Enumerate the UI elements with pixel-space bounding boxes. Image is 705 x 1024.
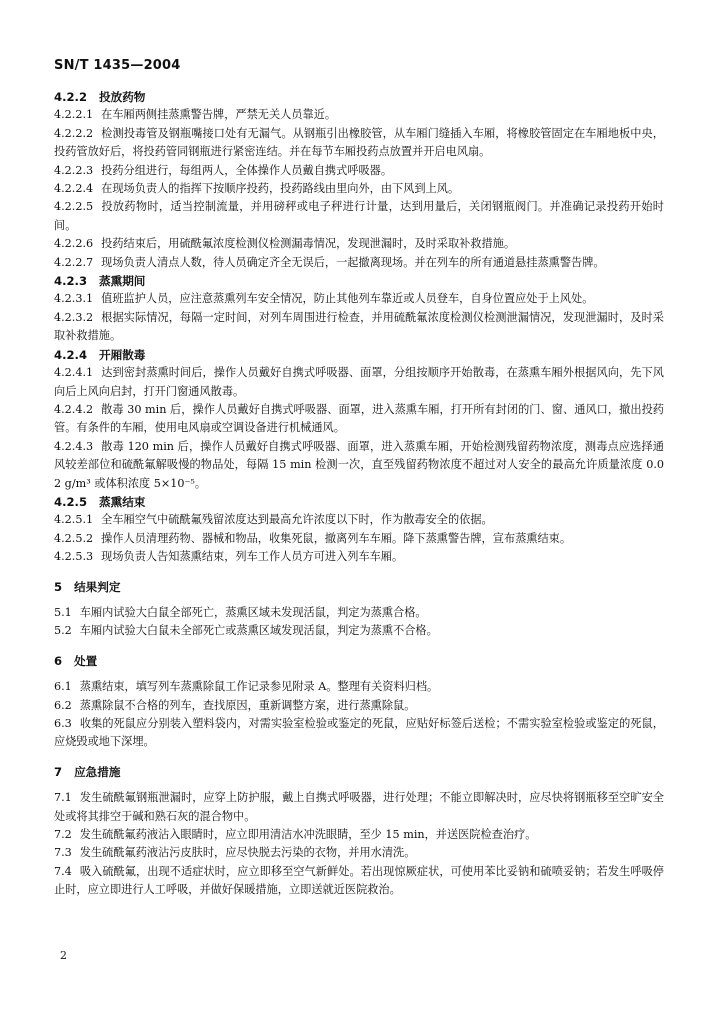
clause-number: 6.1 [54,680,72,694]
clause-number: 6.3 [54,717,72,730]
clause-text: 发生硫酰氟钢瓶泄漏时，应穿上防护服，戴上自携式呼吸器，进行处理；不能立即解决时，应尽快将钢瓶移至空旷安全处或将其排空于碱和熟石灰的混合物中。 [54,791,664,823]
clause-text: 散毒 30 min 后，操作人员戴好自携式呼吸器、面罩，进入蒸熏车厢，打开所有封闭的门、窗、通风口，撤出投药管。有条件的车厢，使用电风扇或空调设备进行机械通风。 [54,402,664,435]
clause-paragraph [54,604,664,622]
clause-text: 车厢内试验大白鼠全部死亡，蒸熏区域未发现活鼠，判定为蒸熏合格。 [79,605,427,619]
clause-text: 蒸熏结束 [99,494,146,509]
clause-text: 操作人员清理药物、器械和物品，收集死鼠，撤离列车车厢。降下蒸熏警告牌，宣布蒸熏结束。 [101,531,572,545]
clause-number: 4.2.2.5 [54,200,94,214]
clause-text: 收集的死鼠应分别装入塑料袋内，对需实验室检验或鉴定的死鼠，应贴好标签后送检；不需实验室检验或鉴定的死鼠，应烧毁或地下深埋。 [54,717,664,749]
clause-paragraph [54,364,664,401]
clause-number: 5 [54,579,63,594]
clause-number: 4.2.5.1 [54,513,94,527]
clause-text: 达到密封蒸熏时间后，操作人员戴好自携式呼吸器、面罩，分组按顺序开始散毒，在蒸熏车厢外根据风向，先下风向后上风向启封，打开门窗通风散毒。 [54,366,664,398]
clause-number: 4.2.5.2 [54,531,94,545]
clause-number: 7.1 [54,791,72,805]
clause-number: 4.2.2.3 [54,163,94,177]
clause-paragraph [54,235,664,253]
clause-paragraph [54,863,664,900]
clause-number: 6 [54,653,63,668]
clause-text: 全车厢空气中硫酰氟残留浓度达到最高允许浓度以下时，作为散毒安全的依据。 [101,513,493,527]
document-body [54,88,664,900]
clause-number: 7 [54,764,63,779]
subsection-heading [54,346,664,364]
clause-text: 在车厢两侧挂蒸熏警告牌，严禁无关人员靠近。 [101,108,337,122]
clause-number: 4.2.4 [54,347,88,362]
clause-number: 7.4 [54,864,72,878]
section-heading [54,578,664,596]
clause-paragraph [54,438,664,493]
clause-text: 检测投毒管及钢瓶嘴接口处有无漏气。从钢瓶引出橡胶管，从车厢门缝插入车厢，将橡胶管固定在车厢地板中央，投药管放好后，将投药管同钢瓶进行紧密连结。并在每节车厢投药点放置并开启电风扇。 [54,126,664,159]
clause-number: 5.2 [54,624,72,638]
clause-number: 5.1 [54,605,72,619]
clause-number: 4.2.4.3 [54,439,94,453]
clause-paragraph [54,622,664,640]
subsection-heading [54,272,664,290]
clause-text: 值班监护人员，应注意蒸熏列车安全情况，防止其他列车靠近或人员登车，自身位置应处于上风处。 [101,292,594,306]
clause-text: 在现场负责人的指挥下按顺序投药，投药路线由里向外，由下风到上风。 [101,182,460,196]
clause-number: 4.2.2 [54,90,88,104]
clause-number: 4.2.2.7 [54,255,94,269]
clause-paragraph [54,125,664,162]
clause-paragraph [54,678,664,696]
clause-text: 结果判定 [74,579,121,594]
standard-number-header: SN/T 1435—2004 [54,58,181,73]
page-number: 2 [60,949,67,962]
clause-paragraph [54,198,664,235]
clause-number: 4.2.2.6 [54,237,94,251]
clause-text: 开厢散毒 [99,347,146,362]
clause-paragraph [54,715,664,752]
clause-text: 车厢内试验大白鼠未全部死亡或蒸熏区域发现活鼠，判定为蒸熏不合格。 [79,624,438,638]
clause-text: 投药分组进行，每组两人，全体操作人员戴自携式呼吸器。 [101,163,393,177]
clause-paragraph [54,309,664,346]
clause-text: 投放药物 [99,90,146,104]
clause-text: 现场负责人清点人数，待人员确定齐全无误后，一起撤离现场。并在列车的所有通道悬挂蒸熏警告牌。 [101,255,605,269]
clause-text: 投放药物时，适当控制流量，并用磅秤或电子秤进行计量，达到用量后，关闭钢瓶阀门。并准确记录投药开始时间。 [54,200,664,232]
clause-text: 蒸熏除鼠不合格的列车，查找原因，重新调整方案，进行蒸熏除鼠。 [79,698,416,712]
clause-text: 发生硫酰氟药液沾污皮肤时，应尽快脱去污染的衣物，并用水清洗。 [79,846,416,860]
clause-text: 蒸熏结束，填写列车蒸熏除鼠工作记录参见附录 A。整理有关资料归档。 [79,680,439,694]
clause-number: 4.2.4.1 [54,366,94,380]
clause-number: 4.2.2.4 [54,182,94,196]
clause-paragraph [54,290,664,308]
clause-text: 处置 [74,653,98,668]
clause-number: 7.3 [54,846,72,860]
clause-paragraph [54,826,664,844]
clause-paragraph [54,106,664,124]
clause-paragraph [54,401,664,438]
clause-paragraph [54,548,664,566]
clause-paragraph [54,789,664,826]
clause-paragraph [54,844,664,862]
clause-number: 4.2.4.2 [54,402,94,416]
clause-number: 4.2.5 [54,494,88,509]
clause-number: 4.2.3 [54,274,88,289]
clause-text: 应急措施 [74,764,121,779]
clause-text: 吸入硫酰氟，出现不适症状时，应立即移至空气新鲜处。若出现惊厥症状，可使用苯比妥钠和硫喷妥钠；若发生呼吸停止时，应立即进行人工呼吸，并做好保暖措施，立即送就近医院救治。 [54,864,664,897]
clause-paragraph [54,162,664,180]
subsection-heading [54,493,664,511]
clause-text: 现场负责人告知蒸熏结束，列车工作人员方可进入列车车厢。 [101,550,404,564]
clause-text: 投药结束后，用硫酰氟浓度检测仪检测漏毒情况，发现泄漏时，及时采取补救措施。 [101,237,516,251]
clause-number: 6.2 [54,698,72,712]
section-heading [54,763,664,781]
clause-text: 根据实际情况，每隔一定时间，对列车周围进行检查，并用硫酰氟浓度检测仪检测泄漏情况，发现泄漏时，及时采取补救措施。 [54,310,664,343]
subsection-heading [54,88,664,106]
clause-paragraph [54,180,664,198]
clause-number: 4.2.2.1 [54,108,94,122]
clause-number: 4.2.3.1 [54,292,94,306]
clause-number: 7.2 [54,828,72,842]
clause-paragraph [54,530,664,548]
clause-paragraph [54,697,664,715]
clause-paragraph [54,511,664,529]
clause-text: 散毒 120 min 后，操作人员戴好自携式呼吸器、面罩，进入蒸熏车厢，开始检测残留药物浓度，测毒点应选择通风较差部位和硫酰氟解吸慢的物品处，每隔 15 min 检测一次，直至残留药物浓度不超过对人安全的最高允许质量浓度 0.02 g/m³ 或体积浓度 5×10⁻⁵。 [54,439,664,490]
section-heading [54,652,664,670]
clause-number: 4.2.3.2 [54,310,94,324]
clause-number: 4.2.5.3 [54,550,94,564]
clause-number: 4.2.2.2 [54,126,94,140]
clause-text: 发生硫酰氟药液沾入眼睛时，应立即用清洁水冲洗眼睛，至少 15 min，并送医院检查治疗。 [79,828,537,842]
clause-text: 蒸熏期间 [99,274,146,289]
clause-paragraph [54,254,664,272]
